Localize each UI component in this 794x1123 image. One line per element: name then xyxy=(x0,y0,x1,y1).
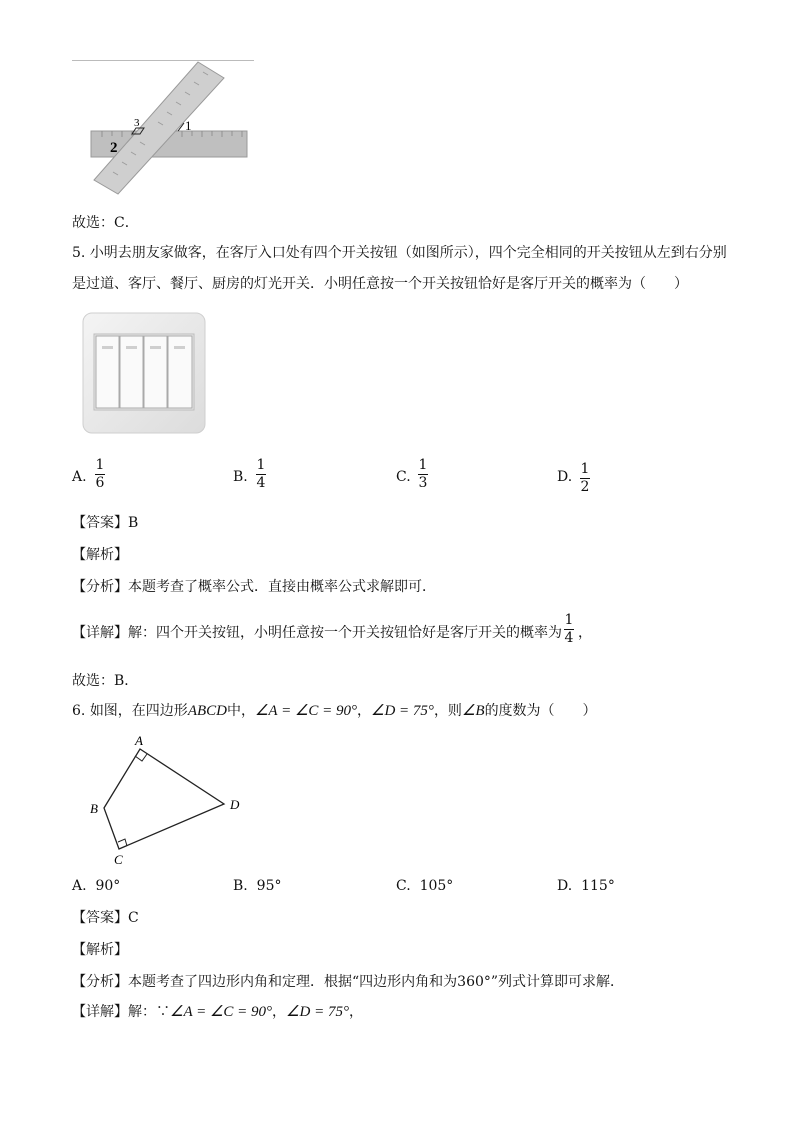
q5-stem-line1 xyxy=(72,243,727,263)
prev-answer: 故选：C． xyxy=(72,215,139,231)
q5-number: 5. xyxy=(72,245,86,261)
right-angle-mark-c xyxy=(118,839,127,846)
fenxi-tag: 【分析】 xyxy=(72,579,128,595)
vertex-label-d: D xyxy=(230,797,240,812)
q5-option-c-label: C. xyxy=(396,469,411,485)
vertex-label-c: C xyxy=(114,852,123,867)
angle-label-2: 2 xyxy=(110,140,118,156)
q5-option-b-label: B. xyxy=(233,469,248,485)
q5-option-d-label: D. xyxy=(557,469,573,485)
q5-choose: 故选：B． xyxy=(72,673,139,689)
target-angle: ∠B xyxy=(461,703,485,719)
quad-name: ABCD xyxy=(187,703,227,719)
condition-right-angles: ∠A = ∠C = 90° xyxy=(254,703,358,719)
q6-analysis-tag: 【解析】 xyxy=(72,942,128,958)
detail-condition-1: ∠A = ∠C = 90° xyxy=(170,1004,273,1020)
q5-option-d-fraction: 1 2 xyxy=(580,461,590,495)
q5-analysis-tag: 【解析】 xyxy=(72,547,128,563)
q5-option-c-fraction: 1 3 xyxy=(418,457,428,491)
q6-fenxi xyxy=(72,972,624,992)
light-switch-panel-figure xyxy=(82,312,206,434)
detail-tag: 【详解】 xyxy=(72,625,128,641)
angle-label-3: 3 xyxy=(134,117,140,129)
q5-detail-fraction: 1 4 xyxy=(564,612,574,646)
detail-end: ， xyxy=(578,625,592,641)
q6-detail: 【详解】解：∵∠A = ∠C = 90°，∠D = 75°， xyxy=(72,1004,363,1020)
q6-option-a: A. 90° xyxy=(72,878,121,894)
q5-answer xyxy=(72,513,138,533)
q5-fenxi xyxy=(72,577,436,597)
q5-stem-line2: 是过道、客厅、餐厅、厨房的灯光开关．小明任意按一个开关按钮恰好是客厅开关的概率为（ ） xyxy=(72,276,688,292)
q5-detail xyxy=(72,623,562,643)
diagonal-ruler xyxy=(94,62,224,194)
detail-text: 解：四个开关按钮，小明任意按一个开关按钮恰好是客厅开关的概率为 xyxy=(128,625,562,641)
answer-tag: 【答案】 xyxy=(72,910,128,926)
q5-option-b-fraction: 1 4 xyxy=(256,457,266,491)
detail-tag: 【详解】 xyxy=(72,1004,128,1020)
vertex-label-a: A xyxy=(135,733,143,748)
fenxi-tag: 【分析】 xyxy=(72,974,128,990)
q5-option-a-fraction: 1 6 xyxy=(95,457,105,491)
q5-stem-text1: 小明去朋友家做客，在客厅入口处有四个开关按钮（如图所示），四个完全相同的开关按钮从左到右分别 xyxy=(89,245,727,261)
answer-value: C xyxy=(128,910,139,926)
quadrilateral-abcd xyxy=(104,749,224,849)
q6-answer xyxy=(72,908,139,928)
q5-option-a-label: A. xyxy=(72,469,87,485)
answer-tag: 【答案】 xyxy=(72,515,128,531)
condition-angle-d: ∠D = 75° xyxy=(371,703,434,719)
fenxi-text: 本题考查了概率公式．直接由概率公式求解即可． xyxy=(128,579,436,595)
q6-option-c: C. 105° xyxy=(396,878,454,894)
fenxi-text: 本题考查了四边形内角和定理．根据“四边形内角和为360°”列式计算即可求解． xyxy=(128,974,625,990)
q6-option-d: D. 115° xyxy=(557,878,615,894)
answer-value: B xyxy=(128,515,139,531)
vertex-label-b: B xyxy=(90,801,98,816)
angle-label-1: 1 xyxy=(185,118,192,133)
q6-option-b: B. 95° xyxy=(233,878,282,894)
rulers-figure xyxy=(72,60,254,206)
q6-stem: 6. 如图，在四边形ABCD中，∠A = ∠C = 90°，∠D = 75°，则∠B的度数为（ ） xyxy=(72,703,597,719)
q6-number: 6. xyxy=(72,703,86,719)
detail-condition-2: ∠D = 75° xyxy=(286,1004,349,1020)
quadrilateral-figure xyxy=(84,728,254,868)
